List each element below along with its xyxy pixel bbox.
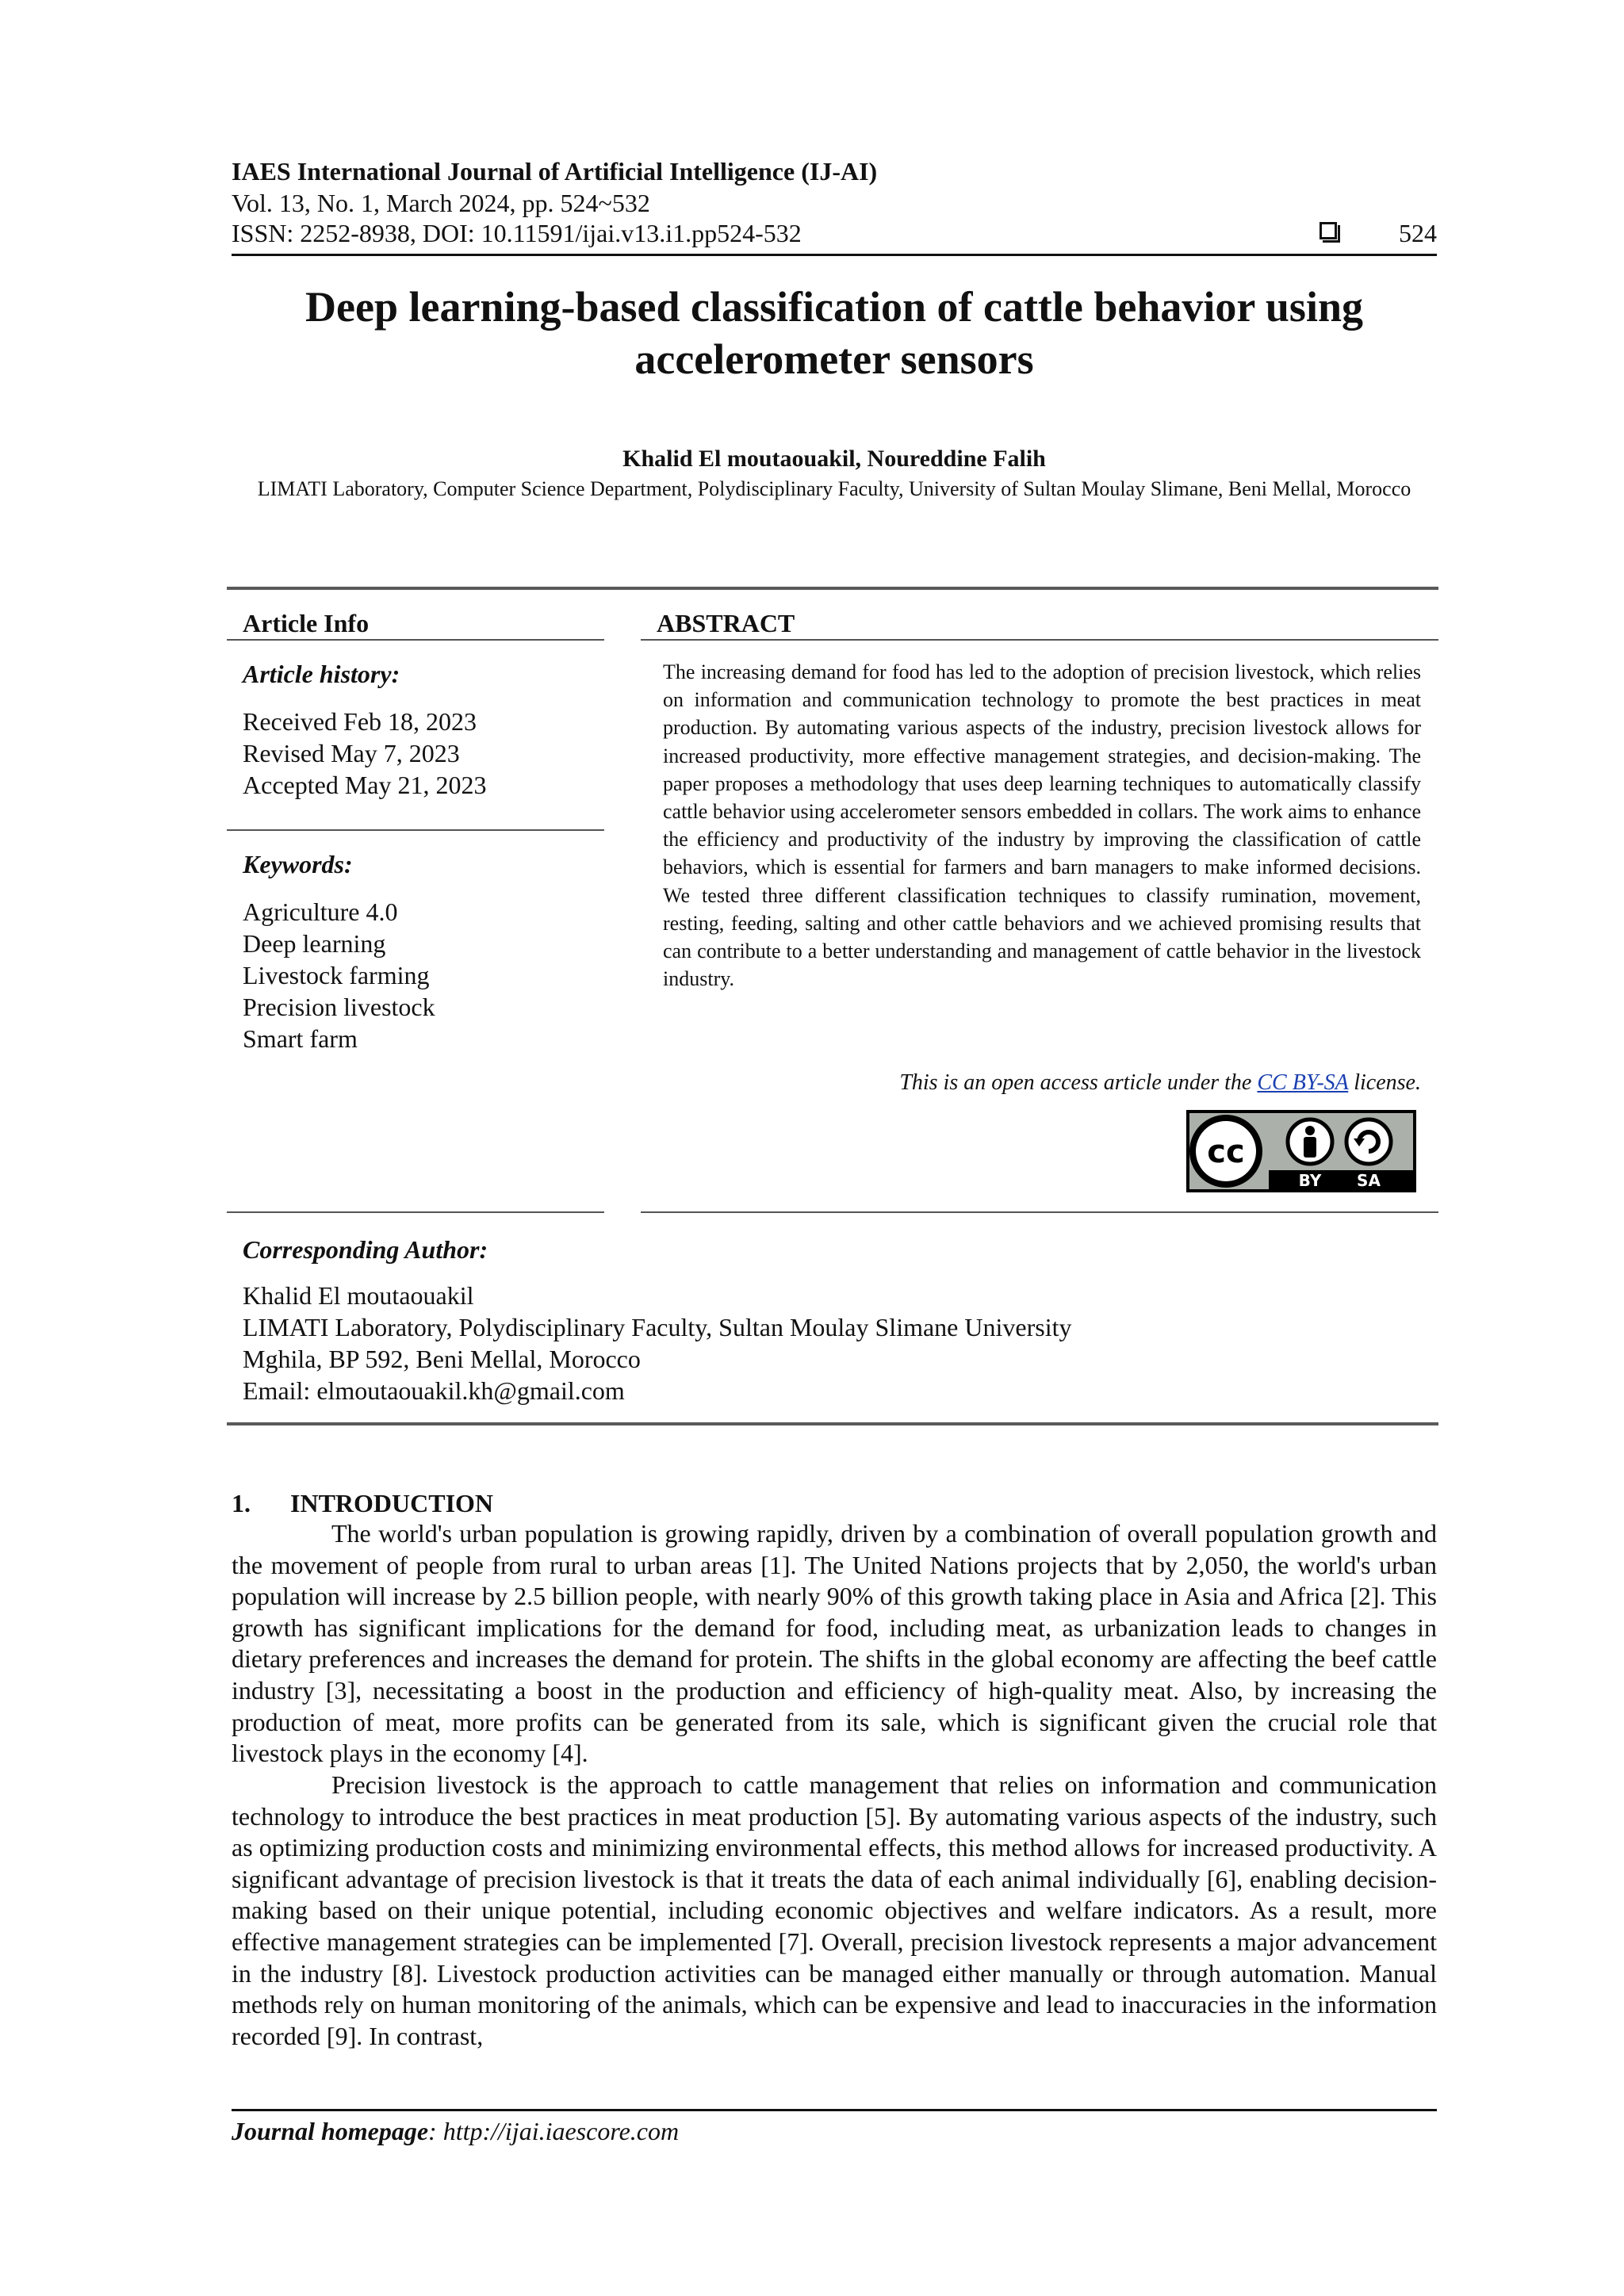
keyword-item: Deep learning [243,929,386,958]
page-number: 524 [1399,219,1437,247]
keywords-rule [227,829,604,831]
article-info-rule [227,639,604,641]
cc-by-sa-badge-icon [1186,1110,1416,1192]
info-top-rule [227,587,1438,590]
journal-volume: Vol. 13, No. 1, March 2024, pp. 524~532 [232,189,650,217]
keyword-item: Smart farm [243,1024,358,1053]
intro-paragraph: The world's urban population is growing rapidly, driven by a combination of overall population growth and the movement of people from rural to urban areas [1]. The United Nations projects that by 2,050, the world's urban population will increase by 2.5 billion people, with nearly 90% of this growth taking place in Asia and Africa [2]. This growth has significant implications for the demand for food, including meat, as urbanization leads to changes in dietary preferences and increases the demand for protein. The shifts in the global economy are affecting the beef cattle industry [3], necessitating a boost in the production and efficiency of high-quality meat. Also, by increasing the production of meat, more profits can be generated from its sale, which is significant given the crucial role that livestock plays in the economy [4]. [232,1519,1437,1768]
corresponding-author-details [243,1280,1071,1406]
license-suffix: license. [1348,1070,1421,1095]
journal-homepage-url[interactable]: : http://ijai.iaescore.com [428,2117,680,2145]
share-alike-icon [1346,1119,1391,1164]
keyword-item: Agriculture 4.0 [243,897,398,926]
paper-title: Deep learning-based classification of cattle behavior using accelerometer sensors [305,283,1363,383]
header-rule [232,254,1437,256]
history-received: Received Feb 18, 2023 [243,707,477,736]
article-history-list [243,706,486,801]
journal-name: IAES International Journal of Artificial Intelligence (IJ-AI) [232,157,878,186]
keywords-list [243,896,435,1054]
abstract-text: The increasing demand for food has led to the adoption of precision livestock, which relies on information and communication technology to promote the best practices in meat production. By automating various aspects of the industry, precision livestock allows for increased productivity, more effective management strategies, and decision-making. The paper proposes a methodology that uses deep learning techniques to automatically classify cattle behavior using accelerometer sensors embedded in collars. The work aims to enhance the efficiency and productivity of the industry by improving the classification of cattle behaviors, which is essential for farmers and barn managers to make informed decisions. We tested three different classification techniques to classify rumination, movement, resting, feeding, salting and other cattle behaviors and we achieved promising results that can contribute to a better understanding and management of cattle behavior in the livestock industry. [663,660,1421,991]
footer-rule [232,2109,1437,2111]
paper-authors: Khalid El moutaouakil, Noureddine Falih [622,446,1046,472]
history-accepted: Accepted May 21, 2023 [243,771,487,799]
abstract-heading: ABSTRACT [657,609,795,637]
journal-homepage [232,2115,679,2147]
article-history-heading: Article history: [243,660,400,688]
corresponding-author-heading: Corresponding Author: [243,1235,488,1264]
attribution-person-icon [1288,1119,1332,1164]
cc-logo-text: cc [1207,1134,1245,1170]
article-info-heading: Article Info [243,609,370,637]
badge-sa-label: SA [1357,1171,1381,1190]
section-heading-introduction [232,1487,493,1519]
intro-paragraph: Precision livestock is the approach to cattle management that relies on information and communication technology to introduce the best practices in meat production [5]. By automating various aspects of the industry, such as optimizing production costs and minimizing environmental effects, this method allows for increased productivity. A significant advantage of precision livestock is that it treats the data of each animal individually [6], enabling decision-making based on their unique potential, including economic objectives and welfare indicators. As a result, more effective management strategies can be implemented [7]. Overall, precision livestock represents a major advancement in the industry [8]. Livestock production activities can be managed either manually or through automation. Manual methods rely on human monitoring of the animals, which can be expensive and lead to inaccuracies in the information recorded [9]. In contrast, [232,1770,1437,2050]
abstract-bottom-rule [641,1211,1438,1213]
section-number: 1. [232,1489,251,1517]
journal-issn-doi: ISSN: 2252-8938, DOI: 10.11591/ijai.v13.i1.pp524-532 [232,219,802,247]
corresponding-lab: LIMATI Laboratory, Polydisciplinary Faculty, Sultan Moulay Slimane University [243,1313,1072,1341]
keywords-heading: Keywords: [243,850,353,878]
license-link[interactable]: CC BY-SA [1257,1070,1349,1095]
history-revised: Revised May 7, 2023 [243,739,460,767]
license-prefix: This is an open access article under the [899,1070,1258,1095]
cc-logo-icon [1189,1115,1262,1188]
info-frame-bottom-rule [227,1422,1438,1425]
page-marker-icon [1320,222,1337,239]
keyword-item: Precision livestock [243,993,435,1021]
section-title: INTRODUCTION [290,1489,494,1517]
corresponding-name: Khalid El moutaouakil [243,1281,474,1310]
abstract-rule [641,639,1438,641]
info-bottom-rule [227,1211,604,1213]
journal-homepage-label: Journal homepage [232,2117,429,2145]
license-statement [663,1069,1421,1097]
keyword-item: Livestock farming [243,961,430,989]
author-affiliation: LIMATI Laboratory, Computer Science Department, Polydisciplinary Faculty, University of Sultan Moulay Slimane, Beni Mellal, Morocco [257,477,1411,500]
corresponding-address: Mghila, BP 592, Beni Mellal, Morocco [243,1345,641,1373]
corresponding-email: Email: elmoutaouakil.kh@gmail.com [243,1376,625,1405]
badge-by-label: BY [1298,1171,1322,1190]
